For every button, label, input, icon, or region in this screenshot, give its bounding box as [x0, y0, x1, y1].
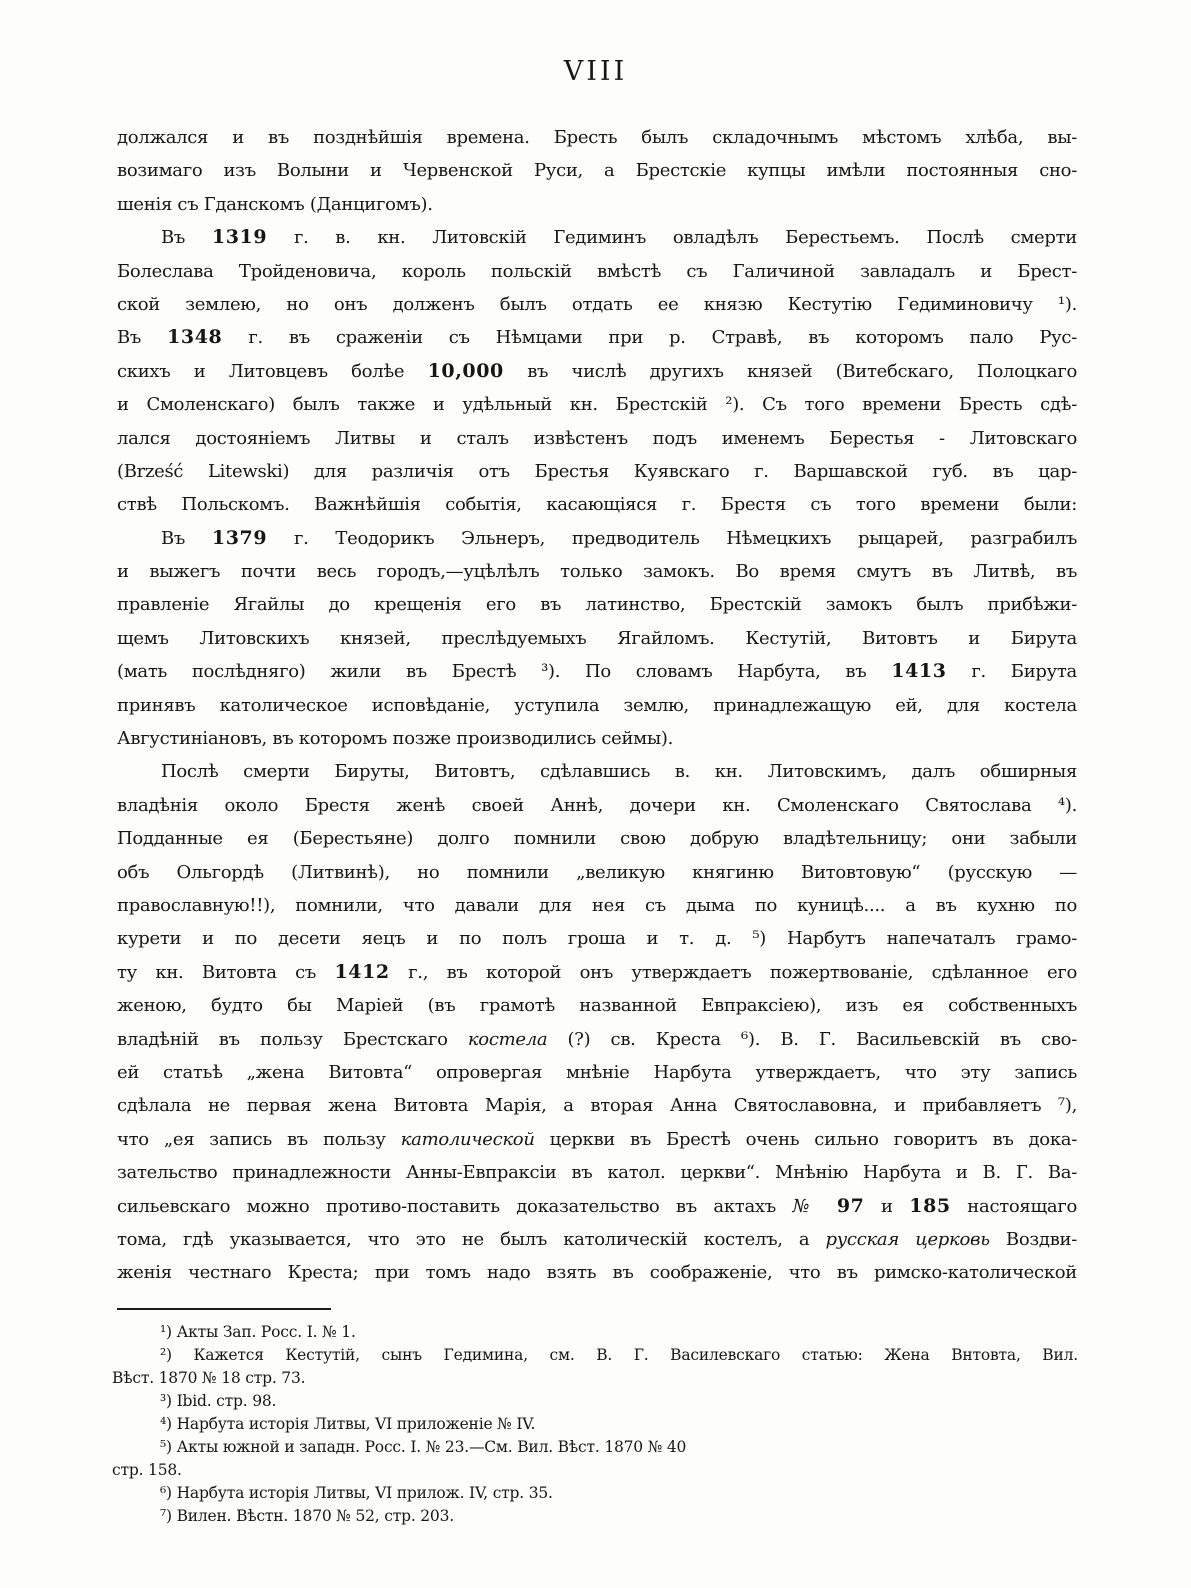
text-line: сильевскаго можно противо-поставить доказательство въ актахъ № 97 и 185 настоящаго: [117, 1194, 1077, 1217]
footnote-line: ⁷) Вилен. Вѣстн. 1870 № 52, стр. 203.: [160, 1507, 454, 1525]
text-line: Подданные ея (Берестьяне) долго помнили свою добрую владѣтельницу; они забыли: [117, 828, 1077, 850]
text-line: владѣнія около Брестя женѣ своей Аннѣ, дочери кн. Смоленскаго Святослава ⁴).: [117, 794, 1077, 816]
text-line: (Brześć Litewski) для различія отъ Брестья Куявскаго г. Варшавской губ. въ цар-: [117, 460, 1077, 482]
text-line: объ Ольгордѣ (Литвинѣ), но помнили „великую княгиню Витовтовую“ (русскую —: [117, 861, 1077, 883]
footnote: [112, 1390, 1078, 1413]
text-line: курети и по десети яецъ и по полъ гроша и т. д. ⁵) Нарбутъ напечаталъ грамо-: [117, 928, 1077, 950]
text-line: Послѣ смерти Бируты, Витовтъ, сдѣлавшись в. кн. Литовскимъ, далъ обширныя: [161, 761, 1077, 783]
text-line: принявъ католическое исповѣданіе, уступила землю, принадлежащую ей, для костела: [117, 694, 1077, 716]
footnote-line: ⁵) Акты южной и западн. Росс. I. № 23.—См. Вил. Вѣст. 1870 № 40: [160, 1438, 687, 1456]
footnotes-section: [112, 1321, 1078, 1528]
body-text: [117, 121, 1077, 1290]
text-line: женія честнаго Креста; при томъ надо взять въ соображеніе, что въ римско-католической: [117, 1262, 1077, 1284]
text-line: и выжегъ почти весь городъ,—уцѣлѣлъ только замокъ. Во время смутъ въ Литвѣ, въ: [117, 561, 1077, 583]
text-line: шенія съ Гданскомъ (Данцигомъ).: [117, 193, 433, 215]
text-line: зательство принадлежности Анны-Евпраксіи въ катол. церкви“. Мнѣнію Нарбута и В. Г. Ва-: [117, 1162, 1077, 1184]
text-line: и Смоленскаго) былъ также и удѣльный кн. Брестскій ²). Съ того времени Бресть сдѣ-: [117, 394, 1077, 416]
text-line: скихъ и Литовцевъ болѣе 10,000 въ числѣ другихъ князей (Витебскаго, Полоцкаго: [117, 359, 1077, 382]
text-line: ту кн. Витовта съ 1412 г., въ которой онъ утверждаетъ пожертвованіе, сдѣланное его: [117, 960, 1077, 983]
paragraph: [117, 221, 1077, 522]
text-line: (мать послѣдняго) жили въ Брестѣ ³). По словамъ Нарбута, въ 1413 г. Бирута: [117, 660, 1077, 683]
footnote-line: ⁶) Нарбута исторія Литвы, VI прилож. IV, стр. 35.: [160, 1484, 553, 1502]
text-line: что „ея запись въ пользу католической церкви въ Брестѣ очень сильно говоритъ въ дока-: [117, 1128, 1077, 1150]
text-line: православную!!), помнили, что давали для нея съ дыма по куницѣ.... а въ кухню по: [117, 894, 1077, 916]
footnote: [112, 1505, 1078, 1528]
text-line: Въ 1379 г. Теодорикъ Эльнеръ, предводитель Нѣмецкихъ рыцарей, разграбилъ: [161, 526, 1077, 549]
text-line: Болеслава Тройденовича, король польскій вмѣстѣ съ Галичиной завладалъ и Брест-: [117, 260, 1077, 282]
footnote-separator-rule: [117, 1308, 331, 1310]
text-line: ствѣ Польскомъ. Важнѣйшія событія, касающіяся г. Брестя съ того времени были:: [117, 494, 1077, 516]
footnote-line: Вѣст. 1870 № 18 стр. 73.: [112, 1369, 306, 1387]
paragraph: [117, 755, 1077, 1289]
text-line: Въ 1348 г. въ сраженіи съ Нѣмцами при р. Стравѣ, въ которомъ пало Рус-: [117, 326, 1077, 349]
text-line: ской землею, но онъ долженъ былъ отдать ее князю Кестутію Гедиминовичу ¹).: [117, 293, 1077, 315]
footnote: [112, 1482, 1078, 1505]
footnote: [112, 1436, 1078, 1482]
text-line: ей статьѣ „жена Витовта“ опровергая мнѣніе Нарбута утверждаетъ, что эту запись: [117, 1061, 1077, 1083]
paragraph: [117, 121, 1077, 221]
text-line: Августиніановъ, въ которомъ позже производились сеймы).: [117, 728, 674, 750]
paragraph: [117, 522, 1077, 756]
footnote: [112, 1321, 1078, 1344]
footnote-line: ³) Ibid. стр. 98.: [160, 1392, 277, 1410]
text-line: должался и въ позднѣйшія времена. Бресть былъ складочнымъ мѣстомъ хлѣба, вы-: [117, 127, 1077, 148]
footnote-line: стр. 158.: [112, 1461, 182, 1479]
text-line: Въ 1319 г. в. кн. Литовскій Гедиминъ овладѣлъ Берестьемъ. Послѣ смерти: [161, 226, 1077, 249]
footnote: [112, 1413, 1078, 1436]
text-line: лался достояніемъ Литвы и сталъ извѣстенъ подъ именемъ Берестья - Литовскаго: [117, 427, 1077, 449]
text-line: тома, гдѣ указывается, что это не былъ католическій костелъ, а русская церковь Воздви-: [117, 1228, 1077, 1250]
footnote-line: ²) Кажется Кестутій, сынъ Гедимина, см. В. Г. Василевскаго статью: Жена Внтовта, Вил.: [160, 1346, 1078, 1364]
text-line: щемъ Литовскихъ князей, преслѣдуемыхъ Ягайломъ. Кестутій, Витовтъ и Бирута: [117, 627, 1077, 649]
footnote: [112, 1344, 1078, 1390]
text-line: владѣній въ пользу Брестскаго костела (?) св. Креста ⁶). В. Г. Васильевскій въ сво-: [117, 1028, 1077, 1050]
text-line: правленіе Ягайлы до крещенія его въ латинство, Брестскій замокъ былъ прибѣжи-: [117, 594, 1077, 616]
footnote-line: ¹) Акты Зап. Росс. I. № 1.: [160, 1323, 356, 1341]
text-line: женою, будто бы Маріей (въ грамотѣ названной Евпраксіею), изъ ея собственныхъ: [117, 995, 1077, 1017]
text-line: сдѣлала не первая жена Витовта Марія, а вторая Анна Святославовна, и прибавляетъ ⁷),: [117, 1095, 1077, 1117]
page-number: VIII: [563, 56, 628, 87]
text-line: возимаго изъ Волыни и Червенской Руси, а Брестскіе купцы имѣли постоянныя сно-: [117, 160, 1077, 182]
footnote-line: ⁴) Нарбута исторія Литвы, VI приложеніе № IV.: [160, 1415, 536, 1433]
